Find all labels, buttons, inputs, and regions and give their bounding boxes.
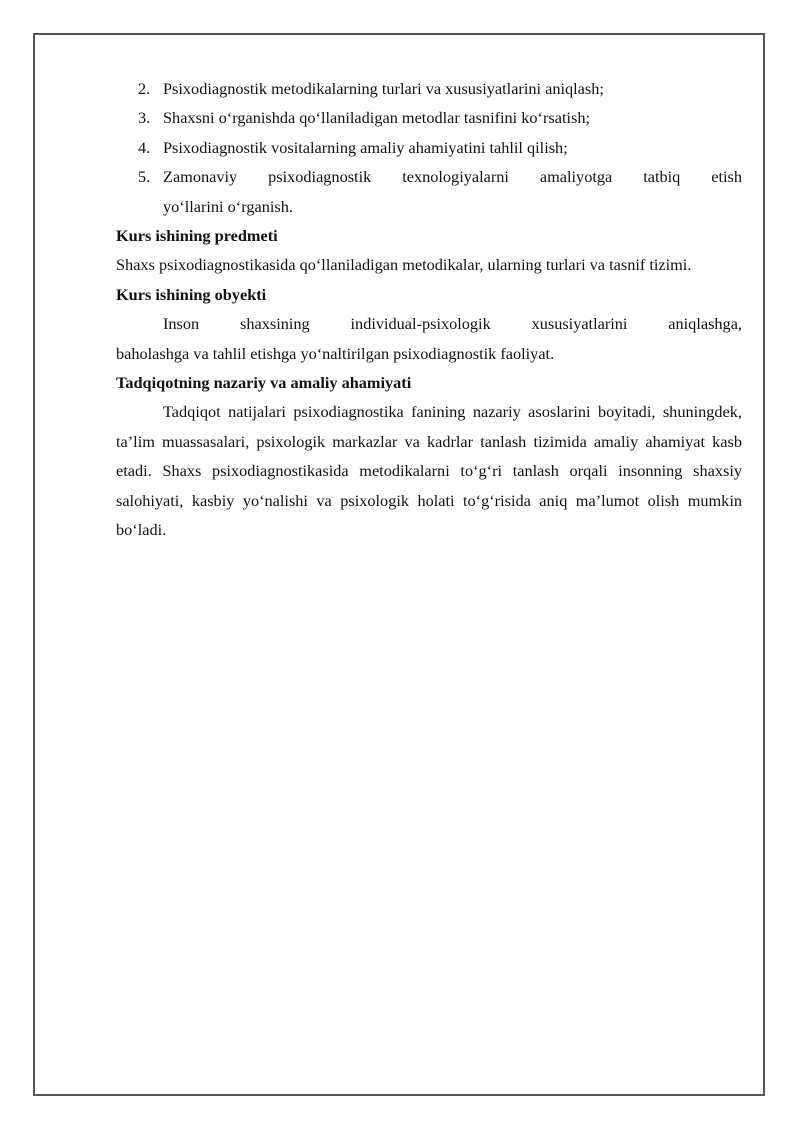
list-item <box>116 162 742 221</box>
list-item-number: 5. <box>138 167 151 187</box>
significance-text: Tadqiqot natijalari psixodiagnostika fanining nazariy asoslarini boyitadi, shuningdek, ta’lim muassasalari, psixologik markazlar va kadrlar tanlash tizimida amaliy ahamiyat kasb etadi. Shaxs psixodiagnostikasida metodikalarni to‘g‘ri tanlash orqali insonning shaxsiy salohiyati, kasbiy yo‘nalishi va psixologik holati to‘g‘risida aniq ma’lumot olish mumkin bo‘ladi. <box>116 402 742 540</box>
list-item-text: Shaxsni o‘rganishda qo‘llaniladigan metodlar tasnifini ko‘rsatish; <box>163 108 591 128</box>
list-item <box>116 74 742 103</box>
object-heading: Kurs ishining obyekti <box>116 284 267 304</box>
list-item <box>116 133 742 162</box>
subject-heading: Kurs ishining predmeti <box>116 226 278 246</box>
list-item-number: 3. <box>138 108 151 128</box>
significance-heading: Tadqiqotning nazariy va amaliy ahamiyati <box>116 373 412 393</box>
document-body <box>116 74 742 545</box>
object-text-continuation: baholashga va tahlil etishga yo‘naltirilgan psixodiagnostik faoliyat. <box>116 343 555 363</box>
list-item-number: 4. <box>138 137 151 157</box>
list-item-text: Zamonaviy psixodiagnostik texnologiyalarni amaliyotga tatbiq etish <box>163 167 742 187</box>
list-item-number: 2. <box>138 79 151 98</box>
object-text: Inson shaxsining individual-psixologik xususiyatlarini aniqlashga, <box>163 314 742 334</box>
list-item <box>116 103 742 132</box>
list-item-text: Psixodiagnostik vositalarning amaliy ahamiyatini tahlil qilish; <box>163 137 568 157</box>
objectives-list <box>116 74 742 221</box>
list-item-text-continuation: yo‘llarini o‘rganish. <box>163 196 293 216</box>
subject-text: Shaxs psixodiagnostikasida qo‘llaniladigan metodikalar, ularning turlari va tasnif tizimi. <box>116 255 692 275</box>
list-item-text: Psixodiagnostik metodikalarning turlari va xususiyatlarini aniqlash; <box>163 79 604 98</box>
